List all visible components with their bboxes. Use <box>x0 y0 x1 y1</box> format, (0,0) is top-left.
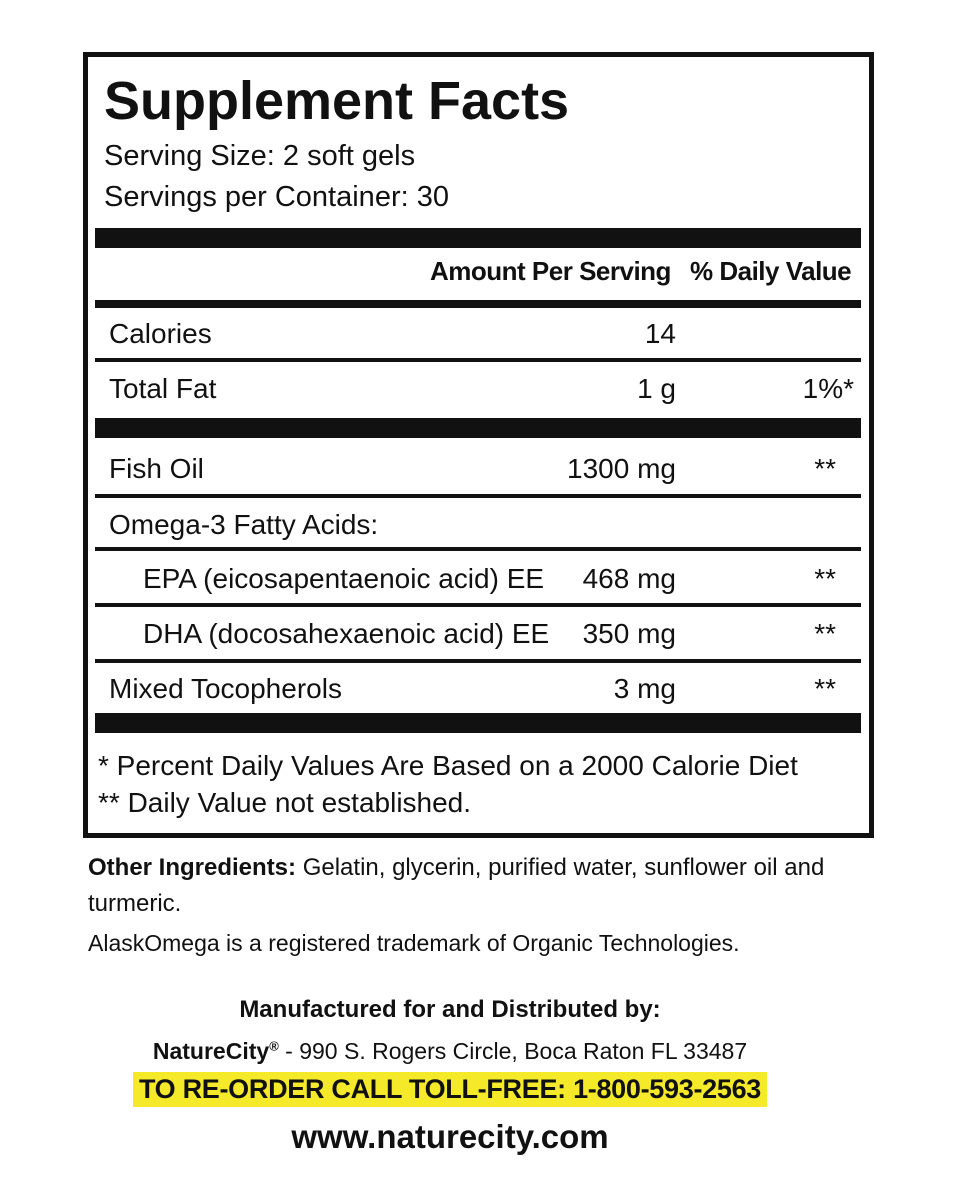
row-name: Omega-3 Fatty Acids: <box>109 509 379 540</box>
row-name: Calories <box>109 318 212 349</box>
reorder-phone-highlight: TO RE-ORDER CALL TOLL-FREE: 1-800-593-2563 <box>133 1072 767 1107</box>
row-amount: 14 <box>644 318 676 349</box>
other-ingredients-text: Gelatin, glycerin, purified water, sunflower oil and turmeric. <box>88 854 825 917</box>
row-name: Fish Oil <box>109 453 204 484</box>
manufacturer-address: NatureCity® - 990 S. Rogers Circle, Boca Raton FL 33487 <box>152 1038 748 1064</box>
row-dv: ** <box>814 618 836 649</box>
serving-size: Serving Size: 2 soft gels <box>104 140 416 172</box>
manufacturer-heading: Manufactured for and Distributed by: <box>239 996 661 1023</box>
divider-medium <box>95 300 861 308</box>
divider-thick <box>95 418 861 438</box>
row-name: EPA (eicosapentaenoic acid) EE <box>143 563 545 594</box>
divider <box>95 603 861 607</box>
footnote-daily-values: * Percent Daily Values Are Based on a 2000 Calorie Diet <box>98 750 798 781</box>
divider-thick <box>95 228 861 248</box>
row-dv: ** <box>814 673 836 704</box>
website-url: www.naturecity.com <box>291 1118 609 1155</box>
row-amount: 468 mg <box>582 563 676 594</box>
divider <box>95 547 861 551</box>
row-amount: 1 g <box>637 373 676 404</box>
row-dv: ** <box>814 453 836 484</box>
divider <box>95 494 861 498</box>
row-dv: 1%* <box>802 373 854 404</box>
row-dv: ** <box>814 563 836 594</box>
header-daily-value: % Daily Value <box>690 256 852 286</box>
divider-thick <box>95 713 861 733</box>
panel-title: Supplement Facts <box>104 71 570 131</box>
row-name: DHA (docosahexaenoic acid) EE <box>143 618 550 649</box>
row-name: Mixed Tocopherols <box>109 673 342 704</box>
divider <box>95 358 861 362</box>
divider <box>95 659 861 663</box>
header-amount: Amount Per Serving <box>430 256 671 286</box>
brand-name: NatureCity® <box>152 1038 279 1064</box>
row-amount: 1300 mg <box>567 453 676 484</box>
footnote-not-established: ** Daily Value not established. <box>98 787 472 818</box>
trademark-notice: AlaskOmega is a registered trademark of Organic Technologies. <box>88 930 740 956</box>
row-amount: 350 mg <box>582 618 676 649</box>
row-amount: 3 mg <box>613 673 676 704</box>
row-name: Total Fat <box>109 373 217 404</box>
other-ingredients <box>88 850 868 922</box>
other-ingredients-label: Other Ingredients: <box>88 854 297 881</box>
servings-per-container: Servings per Container: 30 <box>104 181 449 213</box>
reorder-wrapper <box>0 1072 900 1107</box>
